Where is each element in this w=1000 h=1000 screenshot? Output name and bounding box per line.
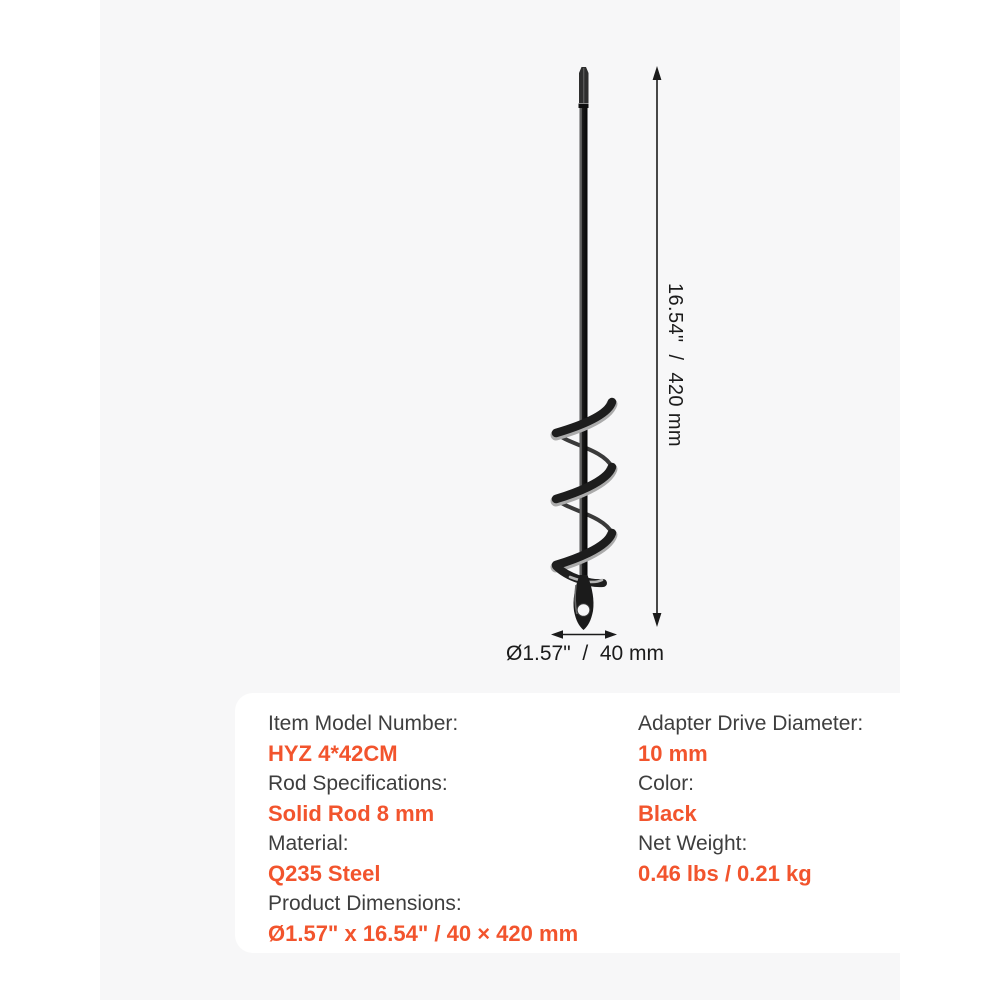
height-dimension-arrow [653, 66, 662, 627]
height-dimension-label: 16.54" / 420 mm [664, 283, 686, 447]
spiral-back-blades [556, 433, 612, 533]
spec-row [268, 769, 638, 829]
spec-value: HYZ 4*42CM [268, 741, 398, 766]
spec-value: Solid Rod 8 mm [268, 801, 435, 826]
spiral-front-blades [556, 402, 612, 583]
width-dimension-arrow [551, 630, 617, 639]
spec-column-left [268, 709, 638, 953]
product-panel [100, 0, 900, 1000]
spec-label: Rod Specifications: [268, 772, 448, 795]
spec-row [268, 889, 638, 949]
spec-value: Q235 Steel [268, 861, 381, 886]
spec-label: Net Weight: [638, 832, 748, 855]
spec-card [235, 693, 968, 953]
auger-rod [580, 108, 588, 578]
spec-label: Material: [268, 832, 349, 855]
eyelet-hole [577, 604, 590, 617]
spec-row [638, 829, 968, 889]
spec-column-right [638, 709, 968, 953]
spec-row [638, 709, 968, 769]
spec-label: Product Dimensions: [268, 892, 462, 915]
spec-label: Color: [638, 772, 695, 795]
spec-value: Ø1.57" x 16.54" / 40 × 420 mm [268, 921, 579, 946]
spec-label: Item Model Number: [268, 712, 459, 735]
spec-row [268, 829, 638, 889]
auger-tip [574, 575, 594, 630]
width-dimension-label: Ø1.57" / 40 mm [505, 642, 664, 665]
hex-shank [579, 67, 589, 108]
spec-value: 10 mm [638, 741, 708, 766]
spec-value: Black [638, 801, 697, 826]
auger-illustration [100, 0, 1000, 690]
spec-row [268, 709, 638, 769]
spec-value: 0.46 lbs / 0.21 kg [638, 861, 812, 886]
spec-row [638, 769, 968, 829]
spec-label: Adapter Drive Diameter: [638, 712, 864, 735]
